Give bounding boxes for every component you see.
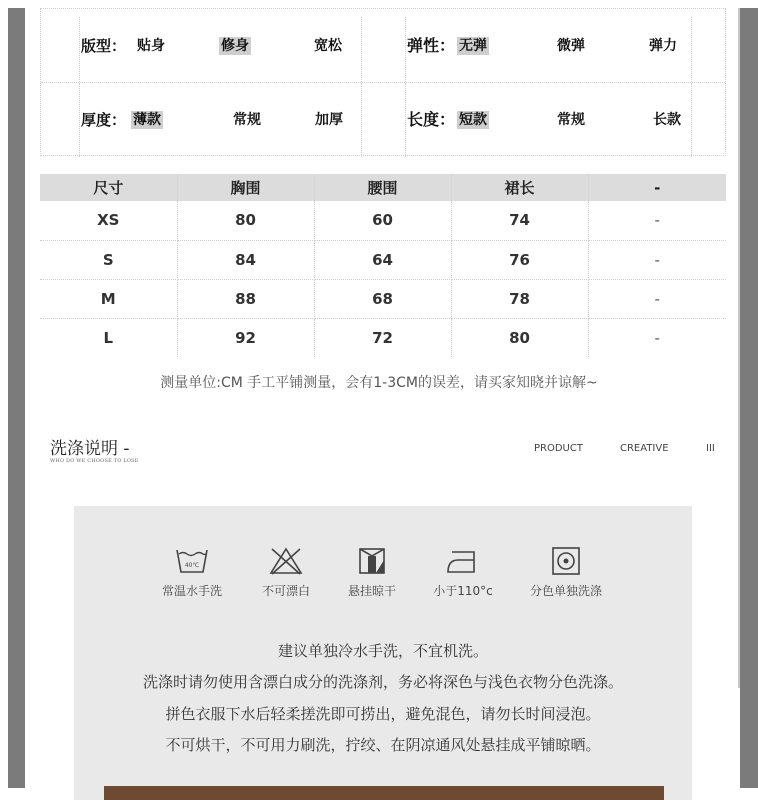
divider [691,83,692,157]
nav-creative: CREATIVE [620,443,669,454]
care-label: 小于110°c [433,584,493,598]
cell-bust: 80 [177,201,314,240]
divider [405,17,406,82]
care-label: 悬挂晾干 [347,584,396,598]
attribute-row-thickness-length [41,83,725,157]
thickness-label: 厚度： [81,111,127,129]
length-option-regular: 常规 [557,112,585,128]
cell-extra: - [654,328,660,347]
cell-extra: - [588,279,726,318]
table-row [40,279,726,318]
measurement-note: 测量单位:CM 手工平铺测量，会有1-3CM的误差，请买家知晓并谅解~ [160,375,598,391]
table-row [40,240,726,279]
divider [79,83,80,157]
cell-extra: - [588,240,726,279]
care-label: 不可漂白 [261,584,310,598]
care-item-iron [408,546,518,599]
no-bleach-icon [268,546,304,576]
care-label: 分色单独洗涤 [529,584,602,598]
attribute-table [40,8,726,156]
elastic-option-stretch: 弹力 [649,38,677,54]
header-extra: - [588,174,726,201]
nav-product: PRODUCT [534,443,583,454]
size-table [40,174,726,357]
cell-bust: 88 [177,279,314,318]
product-photo-edge [104,786,664,800]
cell-waist: 72 [314,318,451,357]
length-label: 长度： [407,110,456,129]
instruction-line: 建议单独冷水手洗，不宜机洗。 [277,642,488,660]
cell-size: S [40,240,177,279]
table-row [40,318,726,357]
wash-section-title: 洗涤说明 - [50,439,130,459]
divider [405,83,406,157]
divider [361,83,362,157]
size-table-header [40,174,726,201]
cell-length: 80 [451,318,588,357]
cell-bust: 84 [177,240,314,279]
elastic-option-none: 无弹 [459,38,487,54]
cell-size: XS [40,201,177,240]
cell-length: 78 [451,279,588,318]
attribute-row-fit-elastic [41,9,725,83]
divider [79,17,80,82]
header-skirt-length: 裙长 [451,174,588,201]
care-item-separate-wash [511,546,621,599]
care-label: 常温水手洗 [161,584,222,598]
length-option-long: 长款 [653,112,681,128]
instruction-line: 拼色衣服下水后轻柔搓洗即可捞出，避免混色，请勿长时间浸泡。 [165,705,601,723]
cell-size: M [40,279,177,318]
elastic-option-slight: 微弹 [557,38,585,54]
wash-temp-text: 40℃ [184,562,200,569]
cell-waist: 64 [314,240,451,279]
instruction-line: 不可烘干，不可用力刷洗，拧绞、在阴凉通风处悬挂成平铺晾晒。 [165,736,601,754]
fit-option-loose: 宽松 [314,38,342,54]
cell-waist: 68 [314,279,451,318]
fit-option-tight: 贴身 [137,38,165,54]
elastic-label: 弹性： [407,36,456,55]
fit-label: 版型： [81,37,127,55]
cell-bust: 92 [177,318,314,357]
iron-icon [444,546,482,576]
instruction-line: 洗涤时请勿使用含漂白成分的洗涤剂，务必将深色与浅色衣物分色洗涤。 [142,673,623,691]
cell-extra: - [588,201,726,240]
wash-instructions-panel [74,506,692,800]
cell-size: L [40,318,177,357]
header-bust: 胸围 [177,174,314,201]
thickness-option-regular: 常规 [233,112,261,128]
fit-option-slim: 修身 [221,38,249,54]
thickness-option-thick: 加厚 [315,112,343,128]
thickness-option-thin: 薄款 [133,112,161,128]
table-row [40,201,726,240]
header-size: 尺寸 [40,174,177,201]
hang-dry-icon [354,546,390,576]
divider [691,17,692,82]
cell-waist: 60 [314,201,451,240]
header-waist: 腰围 [314,174,451,201]
length-option-short: 短款 [459,112,487,128]
hand-wash-icon [174,546,210,576]
cell-length: 76 [451,240,588,279]
nav-menu-icon: III [706,443,715,454]
cell-length: 74 [451,201,588,240]
left-frame-bar [8,8,25,788]
wash-section-subtitle: WHO DO WE CHOOSE TO LOSE [50,458,139,464]
divider [361,17,362,82]
separate-wash-icon [548,546,584,576]
right-frame-bar [740,8,758,788]
